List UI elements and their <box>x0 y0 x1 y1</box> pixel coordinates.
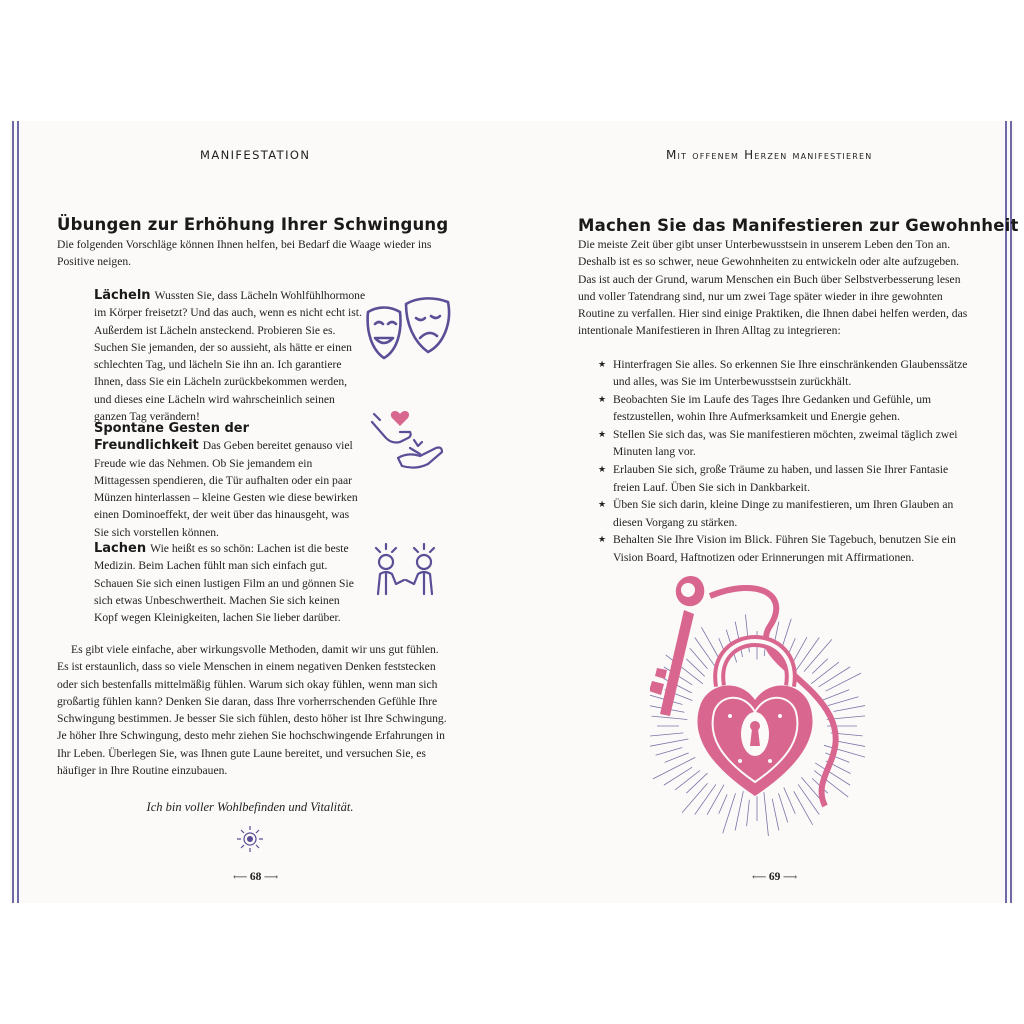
left-running-head: MANIFESTATION <box>200 148 311 162</box>
sunburst-ray <box>695 784 716 814</box>
sunburst-ray <box>719 794 727 813</box>
list-item-text: Beobachten Sie im Laufe des Tages Ihre Gedanken und Gefühle, um festzustellen, wohin Ihre Aufmerksamkeit und Energie gehen. <box>613 393 932 424</box>
sunburst-ray <box>826 673 861 691</box>
sunburst-ray <box>682 783 707 812</box>
left-heading: Übungen zur Erhöhung Ihrer Schwingung <box>57 215 449 234</box>
list-item-text: Hinterfragen Sie alles. So erkennen Sie Ihre einschränkenden Glaubenssätze und alles, was Sie im Unterbewusstsein zurückhält. <box>613 358 968 389</box>
item-kindness-text: Das Geben bereitet genauso viel Freude wie das Nehmen. Ob Sie jemandem ein Mittagessen spendieren, die Tür aufhalten oder ein paar Münzen hinterlassen – kleine Gesten wie diese bewirken einen Dominoeffekt, der weit über das hinausgeht, was Sie sich vorstellen können. <box>94 439 358 539</box>
item-laugh-text: Wie heißt es so schön: Lachen ist die beste Medizin. Beim Lachen fühlt man sich einfach gut. Schauen Sie sich einen lustigen Film an und gönnen Sie sich etwas Unbeschwertheit. Machen Sie sich keinen Kopf wegen Kleinigkeiten, lachen Sie lieber darüber. <box>94 542 354 625</box>
right-page-number <box>752 871 797 883</box>
star-bullet-icon: ★ <box>598 499 607 510</box>
page-ornament-left-icon: ⟵ <box>752 872 769 883</box>
sunburst-ray <box>665 753 689 762</box>
item-laugh <box>94 540 366 626</box>
item-kindness <box>94 420 366 541</box>
item-smile-text: Wussten Sie, dass Lächeln Wohlfühlhormone im Körper freisetzt? Und das auch, wenn es nicht echt ist. Außerdem ist Lächeln ansteckend. Probieren Sie es. Suchen Sie jemanden, der so aussieht, als hätte er einen schlechten Tag, und lächeln Sie ihn an. Ich garantiere Ihnen, dass Sie ein Lächeln zurückbekommen werden, und dieses eine Lächeln wird wahrscheinlich seinen ganzen Tag verändern! <box>94 289 366 424</box>
list-item <box>598 426 973 461</box>
laughing-people-icon <box>372 540 442 598</box>
practice-list <box>598 356 973 567</box>
sunburst-ray <box>819 667 851 687</box>
sunburst-ray <box>822 690 850 701</box>
affirmation: Ich bin voller Wohlbefinden und Vitalität. <box>146 800 354 814</box>
page-ornament-left-icon: ⟵ <box>233 872 250 883</box>
sunburst-ray <box>686 659 704 676</box>
list-item <box>598 461 973 496</box>
heart-lock-and-key-icon <box>650 566 865 836</box>
list-item-text: Behalten Sie Ihre Vision im Blick. Führen Sie Tagebuch, benutzen Sie ein Vision Board, Haftnotizen oder Erinnerungen mit Affirmationen. <box>613 533 956 564</box>
list-item-text: Erlauben Sie sich, große Träume zu haben, und lassen Sie Ihrer Fantasie freien Lauf. Üben Sie sich in Dankbarkeit. <box>613 463 949 494</box>
sunburst-ray <box>796 638 819 671</box>
right-margin-rule <box>1010 121 1012 903</box>
sunburst-ray <box>764 792 769 836</box>
sunburst-ray <box>804 639 832 671</box>
sunburst-ray <box>772 799 779 831</box>
sunburst-ray <box>686 773 707 793</box>
sunburst-ray <box>811 662 839 684</box>
star-bullet-icon: ★ <box>598 464 607 475</box>
left-page-number-value: 68 <box>249 871 262 883</box>
list-item <box>598 356 973 391</box>
sunburst-ray <box>650 739 688 747</box>
right-running-head: Mit offenem Herzen manifestieren <box>666 148 873 162</box>
sunburst-ray <box>653 757 695 778</box>
left-margin-rule-inner <box>17 121 19 903</box>
left-page-number <box>233 871 278 883</box>
page-ornament-right-icon: ⟶ <box>261 872 279 883</box>
sunburst-ray <box>652 716 688 719</box>
star-bullet-icon: ★ <box>598 359 607 369</box>
right-intro: Die meiste Zeit über gibt unser Unterbewusstsein in unserem Leben den Ton an. Deshalb ist es so schwer, neue Gewohnheiten zu entwickeln oder alte aufzugeben. Das ist auch der Grund, warum Menschen ein Buch über Selbstverbesserung lesen und voller Tatendrang sind, nur um zwei Tage später wieder in ihre gewohnten Routine zu verfallen. Hier sind einige Praktiken, die Ihnen dabei helfen werden, das intentionale Manifestieren in Ihren Alltag zu integrieren: <box>578 238 968 338</box>
list-item <box>598 531 973 566</box>
sunburst-ray <box>735 791 743 830</box>
right-margin-rule-inner <box>1005 121 1007 903</box>
sunburst-ray <box>794 791 813 825</box>
sun-moon-ornament-icon <box>233 822 267 856</box>
sunburst-ray <box>834 705 865 711</box>
right-page-number-value: 69 <box>768 871 781 883</box>
giving-heart-hands-icon <box>370 408 444 470</box>
theater-masks-icon <box>364 292 454 364</box>
item-smile-title: Lächeln <box>94 288 151 303</box>
star-bullet-icon: ★ <box>598 534 607 545</box>
sunburst-ray <box>798 784 819 814</box>
item-laugh-title: Lachen <box>94 541 147 556</box>
right-heading: Machen Sie das Manifestieren zur Gewohnheit <box>578 216 1019 235</box>
star-bullet-icon: ★ <box>598 394 607 405</box>
sunburst-ray <box>747 800 750 826</box>
left-margin-rule <box>12 121 14 903</box>
sunburst-ray <box>675 771 700 790</box>
list-item <box>598 391 973 426</box>
item-smile <box>94 287 366 425</box>
left-intro: Die folgenden Vorschläge können Ihnen helfen, bei Bedarf die Waage wieder ins Positive neigen. <box>57 238 432 269</box>
sunburst-ray <box>812 659 828 674</box>
page-ornament-right-icon: ⟶ <box>780 872 798 883</box>
sunburst-ray <box>656 748 683 756</box>
sunburst-ray <box>707 785 724 815</box>
item-kindness-title: Spontane Gesten der Freundlichkeit <box>94 421 250 454</box>
sunburst-ray <box>784 787 795 813</box>
sunburst-ray <box>828 697 859 706</box>
left-body-paragraph: Es gibt viele einfache, aber wirkungsvolle Methoden, damit wir uns gut fühlen. Es ist erstaunlich, dass so viele Menschen in einem negativen Denken feststecken oder sich bestenfalls mittelmäßig fühlen. Warum sich okay fühlen, wenn man sich großartig fühlen kann? Denken Sie daran, dass Ihre vorherrschenden Gefühle Ihre Schwingung bestimmen. Je besser Sie sich fühlen, desto höher ist Ihre Schwingung. Je höher Ihre Schwingung, desto mehr ziehen Sie hochschwingende Erfahrungen in Ihr Leben. Überlegen Sie, was Ihnen gute Laune bereitet, und versuchen Sie, es häufiger in Ihre Routine einzubauen. <box>57 643 447 778</box>
sunburst-ray <box>650 733 683 737</box>
list-item-text: Stellen Sie sich das, was Sie manifestieren möchten, zweimal täglich zwei Minuten lang vor. <box>613 428 958 459</box>
sunburst-ray <box>778 793 787 822</box>
star-bullet-icon: ★ <box>598 429 607 440</box>
list-item-text: Üben Sie sich darin, kleine Dinge zu manifestieren, um Ihren Glauben an diesen Vorgang zu stärken. <box>613 498 954 529</box>
list-item <box>598 496 973 531</box>
sunburst-ray <box>664 767 692 785</box>
